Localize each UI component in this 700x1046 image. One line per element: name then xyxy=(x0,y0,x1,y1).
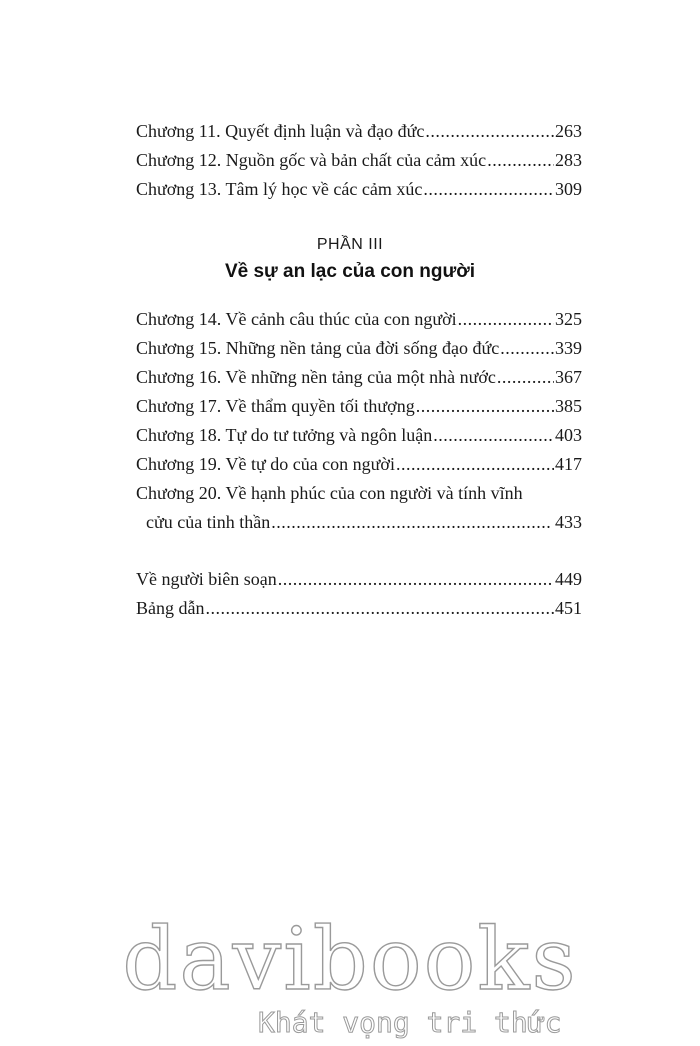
toc-entry-page: 451 xyxy=(555,598,582,618)
toc-leader-dots xyxy=(425,117,554,146)
toc-entry-about-editor[interactable] xyxy=(136,565,582,594)
toc-entry-page: 283 xyxy=(555,150,582,170)
toc-entry-title: Chương 18. Tự do tư tưởng và ngôn luận xyxy=(136,425,433,445)
toc-entry-chapter-15[interactable] xyxy=(136,334,582,363)
watermark-brand-logo: davibooks xyxy=(122,910,578,1010)
toc-leader-dots xyxy=(205,594,554,623)
toc-entry-chapter-13[interactable] xyxy=(136,175,582,204)
toc-leader-dots xyxy=(500,334,554,363)
toc-entry-page: 309 xyxy=(555,179,582,199)
toc-entry-page: 385 xyxy=(555,396,582,416)
toc-entry-title: Chương 14. Về cảnh câu thúc của con người xyxy=(136,309,457,329)
toc-entry-page: 403 xyxy=(555,425,582,445)
part-label: PHẦN III xyxy=(316,236,384,253)
toc-leader-dots xyxy=(423,175,554,204)
toc-section-top xyxy=(136,117,582,204)
toc-entry-chapter-14[interactable] xyxy=(136,305,582,334)
toc-entry-chapter-11[interactable] xyxy=(136,117,582,146)
toc-entry-title: Chương 17. Về thẩm quyền tối thượng xyxy=(136,396,415,416)
toc-entry-page: 433 xyxy=(555,512,582,532)
toc-leader-dots xyxy=(433,421,554,450)
part-title: Về sự an lạc của con người xyxy=(224,261,476,282)
toc-entry-title: Bảng dẫn xyxy=(136,598,205,618)
watermark-tagline: Khát vọng tri thức xyxy=(258,1006,562,1039)
toc-leader-dots xyxy=(497,363,554,392)
toc-entry-chapter-18[interactable] xyxy=(136,421,582,450)
toc-entry-title: Chương 15. Những nền tảng của đời sống đạo đức xyxy=(136,338,500,358)
toc-entry-title: Chương 12. Nguồn gốc và bản chất của cảm xúc xyxy=(136,150,487,170)
toc-entry-page: 449 xyxy=(555,569,582,589)
toc-leader-dots xyxy=(271,508,550,537)
toc-entry-title: Về người biên soạn xyxy=(136,569,277,589)
toc-leader-dots xyxy=(396,450,554,479)
toc-entry-title: Chương 16. Về những nền tảng của một nhà nước xyxy=(136,367,496,387)
toc-entry-chapter-20[interactable] xyxy=(136,479,582,537)
toc-entry-title-line2: cửu của tinh thần xyxy=(146,512,271,532)
toc-entry-page: 263 xyxy=(555,121,582,141)
toc-entry-index[interactable] xyxy=(136,594,582,623)
toc-leader-dots xyxy=(416,392,554,421)
toc-entry-title: Chương 11. Quyết định luận và đạo đức xyxy=(136,121,425,141)
toc-entry-title: Chương 19. Về tự do của con người xyxy=(136,454,395,474)
toc-entry-page: 367 xyxy=(555,367,582,387)
toc-leader-dots xyxy=(278,565,554,594)
toc-leader-dots xyxy=(458,305,554,334)
toc-entry-chapter-16[interactable] xyxy=(136,363,582,392)
toc-entry-page: 417 xyxy=(555,454,582,474)
toc-section-back-matter xyxy=(136,565,582,623)
toc-entry-chapter-19[interactable] xyxy=(136,450,582,479)
toc-entry-title: Chương 13. Tâm lý học về các cảm xúc xyxy=(136,179,423,199)
toc-entry-page: 339 xyxy=(555,338,582,358)
toc-section-part3 xyxy=(136,305,582,537)
part-heading xyxy=(0,233,700,287)
publisher-watermark xyxy=(0,910,700,1039)
toc-entry-chapter-12[interactable] xyxy=(136,146,582,175)
toc-entry-title-line1: Chương 20. Về hạnh phúc của con người và tính vĩnh xyxy=(136,483,523,503)
toc-entry-page: 325 xyxy=(555,309,582,329)
toc-entry-chapter-17[interactable] xyxy=(136,392,582,421)
toc-leader-dots xyxy=(487,146,554,175)
